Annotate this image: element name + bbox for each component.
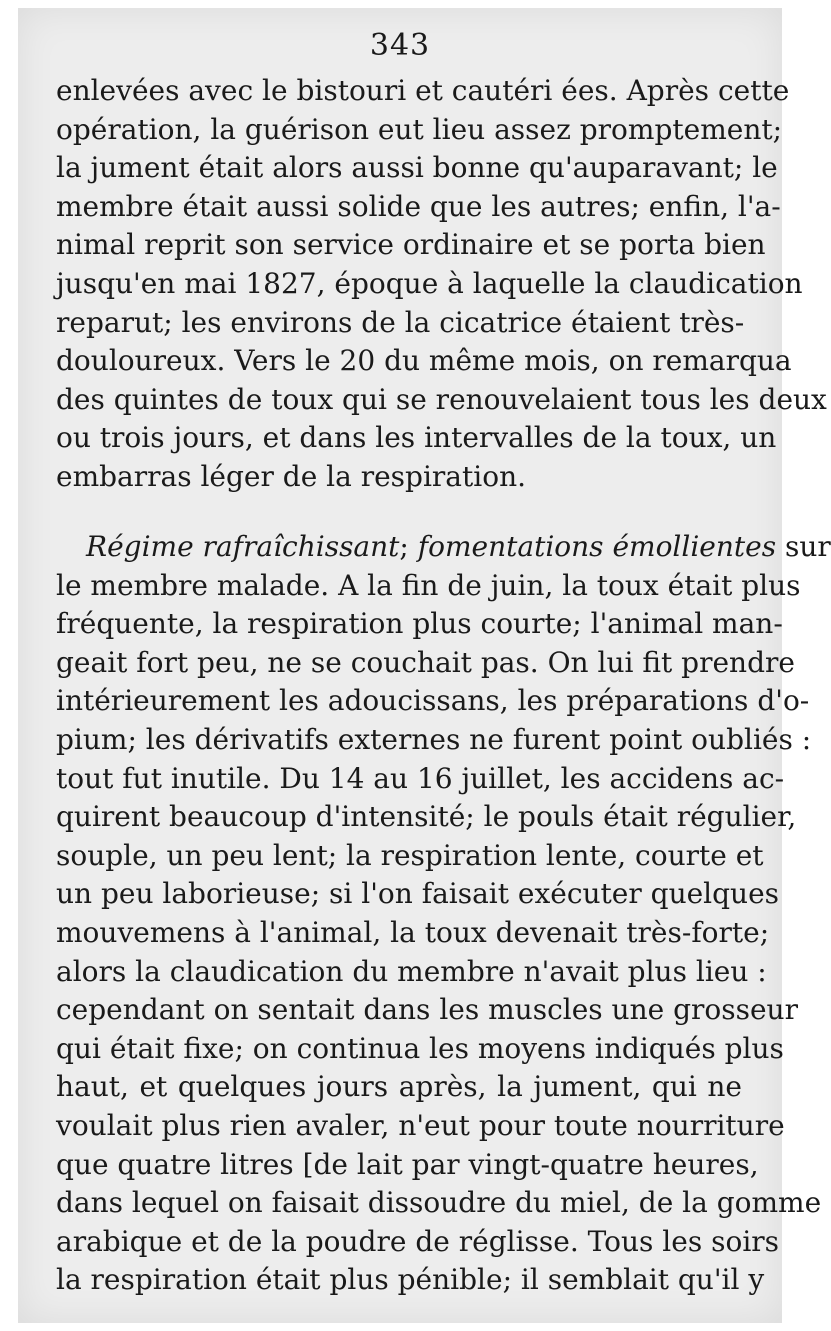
text-line: quirent beaucoup d'intensité; le pouls était régulier, <box>56 800 797 834</box>
text-line: fréquente, la respiration plus courte; l'animal man- <box>56 607 783 641</box>
text-line: haut, et quelques jours après, la jument, qui ne <box>56 1070 742 1104</box>
text-line: souple, un peu lent; la respiration lente, courte et <box>56 838 764 872</box>
text-line: membre était aussi solide que les autres; enfin, l'a- <box>56 189 781 223</box>
text-line: pium; les dérivatifs externes ne furent point oubliés : <box>56 722 812 756</box>
text-fragment: sur <box>776 530 831 563</box>
text-line: jusqu'en mai 1827, époque à laquelle la claudication <box>56 266 803 300</box>
text-line-first <box>56 528 831 567</box>
paragraph-2 <box>56 528 831 1300</box>
text-line: que quatre litres [de lait par vingt-quatre heures, <box>56 1147 759 1181</box>
italic-phrase: fomentations émollientes <box>417 530 777 563</box>
paragraph-1 <box>56 72 827 497</box>
text-line: ou trois jours, et dans les intervalles de la toux, un <box>56 421 777 455</box>
text-line: la jument était alors aussi bonne qu'auparavant; le <box>56 151 778 185</box>
text-line: dans lequel on faisait dissoudre du miel, de la gomme <box>56 1186 822 1220</box>
text-line: voulait plus rien avaler, n'eut pour toute nourriture <box>56 1108 785 1142</box>
text-line: le membre malade. A la fin de juin, la toux était plus <box>56 568 801 602</box>
text-line: alors la claudication du membre n'avait plus lieu : <box>56 954 767 988</box>
text-line: embarras léger de la respiration. <box>56 459 526 493</box>
text-line: mouvemens à l'animal, la toux devenait très-forte; <box>56 915 770 949</box>
text-line: la respiration était plus pénible; il semblait qu'il y <box>56 1263 765 1297</box>
text-line: nimal reprit son service ordinaire et se porta bien <box>56 228 766 262</box>
page-number: 343 <box>369 28 431 63</box>
text-line: cependant on sentait dans les muscles une grosseur <box>56 993 798 1027</box>
text-line: un peu laborieuse; si l'on faisait exécuter quelques <box>56 877 780 911</box>
text-line: des quintes de toux qui se renouvelaient tous les deux <box>56 382 827 416</box>
text-line: reparut; les environs de la cicatrice étaient très- <box>56 305 745 339</box>
text-line: qui était fixe; on continua les moyens indiqués plus <box>56 1031 784 1065</box>
text-line: douloureux. Vers le 20 du même mois, on remarqua <box>56 344 792 378</box>
text-line: arabique et de la poudre de réglisse. Tous les soirs <box>56 1224 780 1258</box>
text-line: geait fort peu, ne se couchait pas. On lui fit prendre <box>56 645 795 679</box>
text-line: opération, la guérison eut lieu assez promptement; <box>56 112 783 146</box>
text-fragment: ; <box>399 530 418 563</box>
text-line: tout fut inutile. Du 14 au 16 juillet, les accidens ac- <box>56 761 785 795</box>
text-line: enlevées avec le bistouri et cautéri ées. Après cette <box>56 74 790 107</box>
text-line: intérieurement les adoucissans, les préparations d'o- <box>56 684 810 718</box>
italic-phrase: Régime rafraîchissant <box>86 530 400 563</box>
